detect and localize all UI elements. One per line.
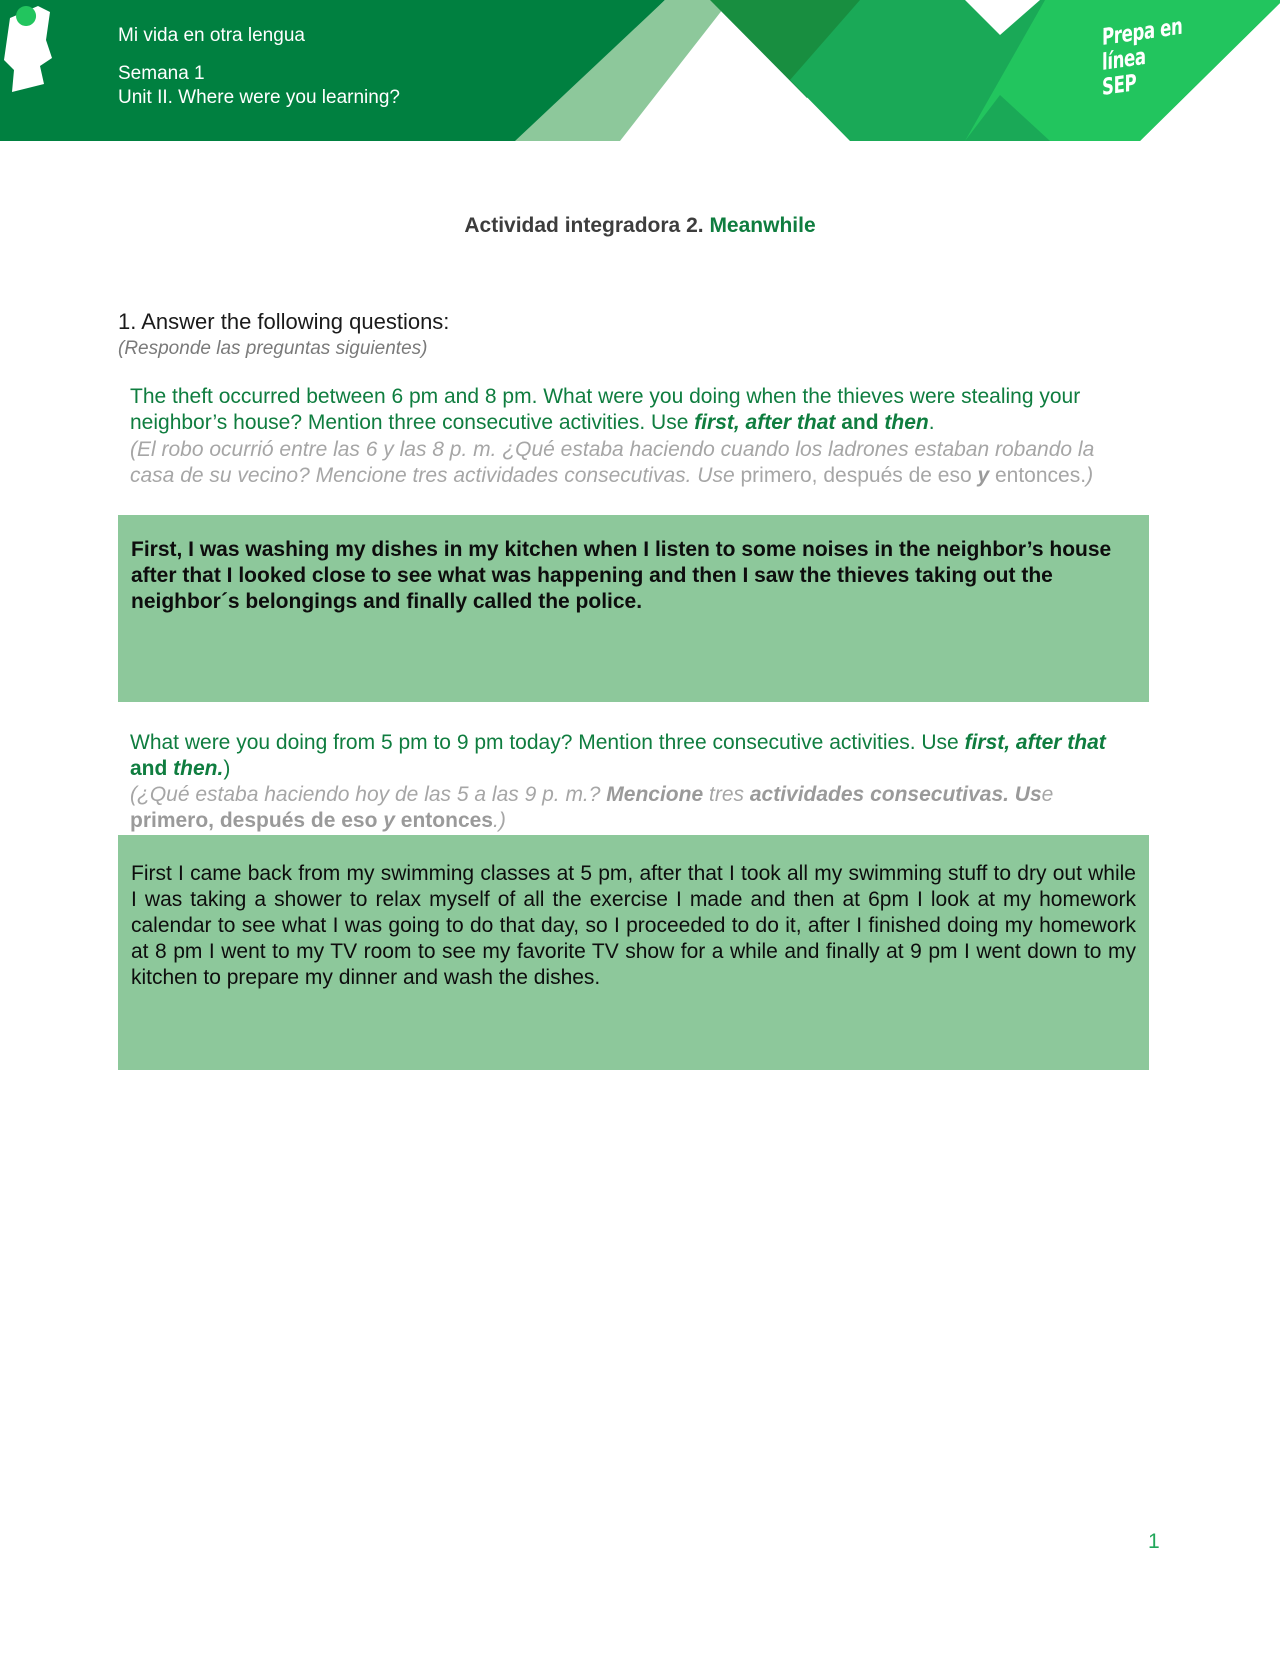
question-2-spanish: (¿Qué estaba haciendo hoy de las 5 a las 9 p. m.? Mencione tres actividades consecutivas. Use primero, después de eso y entonces.) xyxy=(130,783,1054,832)
question-1-english: The theft occurred between 6 pm and 8 pm. What were you doing when the thieves were stealing your neighbor’s house? Mention three consecutive activities. Use first, after that and then. xyxy=(130,385,1081,434)
answer-1-text: First, I was washing my dishes in my kitchen when I listen to some noises in the neighbor’s house after that I looked close to see what was happening and then I saw the thieves taking out the neighbor´s belongings and finally called the police. xyxy=(131,538,1112,613)
instruction-english: 1. Answer the following questions: xyxy=(118,309,450,334)
page-number: 1 xyxy=(1148,1530,1160,1553)
instruction-spanish: (Responde las preguntas siguientes) xyxy=(118,338,428,359)
page-header xyxy=(0,0,1280,141)
answer-2-box xyxy=(118,835,1149,1070)
header-text xyxy=(118,24,400,110)
prepa-logo-text: Prepa en línea SEP xyxy=(1102,13,1183,101)
question-1-spanish: (El robo ocurrió entre las 6 y las 8 p. m. ¿Qué estaba haciendo cuando los ladrones estaban robando la casa de su vecino? Mencione tres actividades consecutivas. Use primero, después de eso y entonces.) xyxy=(130,438,1095,487)
prepa-logo-icon xyxy=(0,0,120,95)
week-label: Semana 1 xyxy=(118,63,205,84)
answer-1-box xyxy=(118,515,1149,702)
answer-2-text: First I came back from my swimming classes at 5 pm, after that I took all my swimming stuff to dry out while I was taking a shower to relax myself of all the exercise I made and then at 6pm I look at my homework calendar to see what I was going to do that day, so I proceeded to do it, after I finished doing my homework at 8 pm I went to my TV room to see my favorite TV show for a while and finally at 9 pm I went down to my kitchen to prepare my dinner and wash the dishes. xyxy=(131,862,1136,989)
question-2-english: What were you doing from 5 pm to 9 pm today? Mention three consecutive activities. Use first, after that and then.) xyxy=(130,731,1106,780)
course-name: Mi vida en otra lengua xyxy=(118,25,305,46)
unit-label: Unit II. Where were you learning? xyxy=(118,87,400,108)
activity-title: Actividad integradora 2. Meanwhile xyxy=(464,214,816,237)
